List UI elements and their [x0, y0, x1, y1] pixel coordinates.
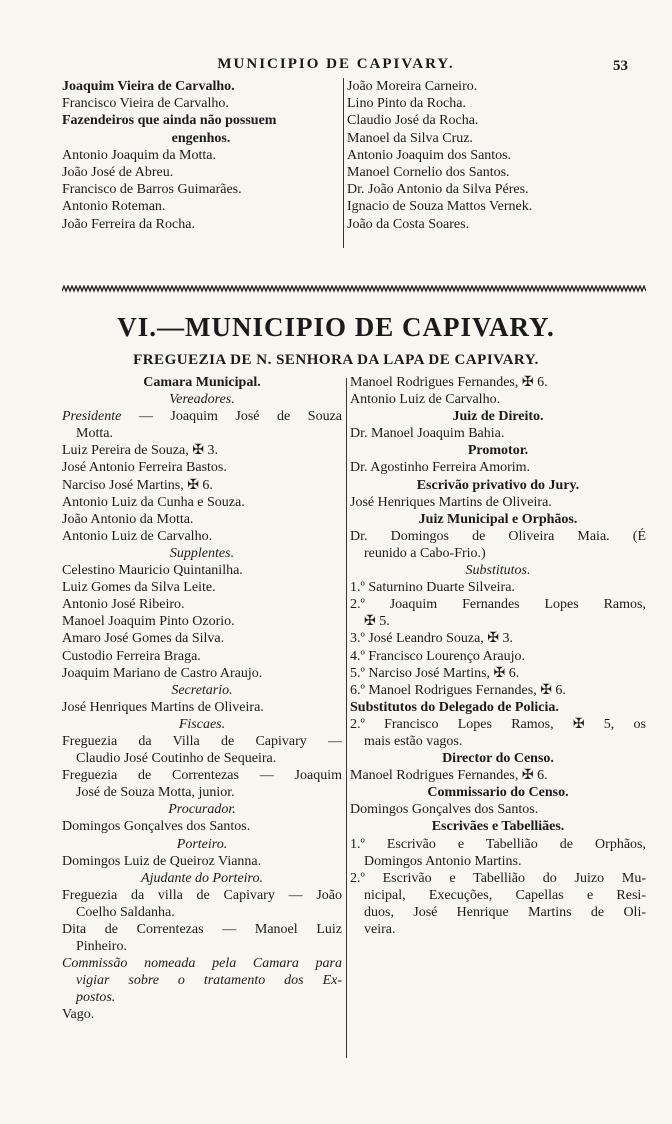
left-line: Freguezia da villa de Capivary — João: [62, 887, 342, 903]
right-line: Director do Censo.: [442, 751, 554, 767]
top-columns: [62, 78, 646, 250]
right-line: 6.º Manoel Rodrigues Fernandes, ✠ 6.: [350, 682, 566, 698]
left-line: José de Souza Motta, junior.: [76, 785, 235, 801]
right-line: 3.º José Leandro Souza, ✠ 3.: [350, 631, 514, 647]
right-line: veira.: [364, 922, 396, 937]
right-line: nicipal, Execuções, Capellas e Resi-: [364, 887, 646, 903]
top-right-line: João Moreira Carneiro.: [347, 79, 478, 94]
left-line: Claudio José Coutinho de Sequeira.: [76, 751, 277, 767]
left-line: Luiz Gomes da Silva Leite.: [62, 580, 216, 596]
left-line: Joaquim Mariano de Castro Araujo.: [62, 665, 263, 681]
column-rule: [346, 378, 347, 1058]
right-line: duos, José Henrique Martins de Oli-: [364, 904, 646, 920]
right-line: reunido a Cabo-Frio.): [364, 545, 486, 561]
top-left-line: engenhos.: [171, 130, 231, 146]
left-line: José Antonio Ferreira Bastos.: [62, 460, 227, 476]
right-line: 2.º Escrivão e Tabellião do Juizo Mu-: [350, 870, 646, 886]
right-line: 5.º Narciso José Martins, ✠ 6.: [350, 665, 520, 681]
left-line: Luiz Pereira de Souza, ✠ 3.: [62, 443, 218, 459]
right-line: José Henriques Martins de Oliveira.: [350, 494, 552, 510]
left-line: vigiar sobre o tratamento dos Ex-: [76, 973, 342, 989]
top-right-line: Dr. João Antonio da Silva Péres.: [347, 182, 529, 198]
page-number: 53: [613, 58, 628, 74]
right-line: Substitutos.: [465, 563, 531, 579]
right-line: Commissario do Censo.: [427, 785, 569, 801]
left-line: Camara Municipal.: [143, 375, 261, 390]
right-line: Juiz Municipal e Orphãos.: [418, 511, 578, 527]
left-line: Freguezia da Villa de Capivary —: [62, 733, 342, 749]
right-line: Substitutos do Delegado de Policia.: [350, 699, 559, 715]
right-line: 1.º Escrivão e Tabellião de Orphãos,: [350, 836, 646, 852]
left-line: Supplentes.: [169, 545, 235, 561]
right-line: 2.º Francisco Lopes Ramos, ✠ 5, os: [350, 716, 646, 732]
right-line: Dr. Domingos de Oliveira Maia. (É: [350, 528, 646, 544]
left-line: Freguezia de Correntezas — Joaquim: [62, 768, 342, 784]
top-left-line: Francisco de Barros Guimarães.: [62, 182, 242, 198]
ornamental-rule: [62, 285, 646, 293]
left-line: Coelho Saldanha.: [76, 904, 175, 920]
right-line: Dr. Agostinho Ferreira Amorim.: [350, 460, 531, 476]
left-line: João Antonio da Motta.: [62, 511, 194, 527]
left-line: Amaro José Gomes da Silva.: [62, 631, 225, 647]
right-line: Domingos Antonio Martins.: [364, 853, 522, 869]
left-line: Presidente — Joaquim José de Souza: [62, 409, 342, 425]
section-title: VI.—MUNICIPIO DE CAPIVARY.: [117, 312, 555, 342]
top-right-line: João da Costa Soares.: [347, 216, 470, 232]
left-line: Vereadores.: [169, 392, 235, 408]
left-line: Antonio José Ribeiro.: [62, 597, 185, 613]
left-line: Manoel Joaquim Pinto Ozorio.: [62, 614, 235, 630]
left-line: Domingos Gonçalves dos Santos.: [62, 819, 251, 835]
left-line: Domingos Luiz de Queiroz Vianna.: [62, 853, 262, 869]
left-line: Ajudante do Porteiro.: [141, 870, 263, 886]
left-line: Custodio Ferreira Braga.: [62, 648, 201, 664]
right-column: [350, 374, 646, 938]
top-left-line: Antonio Roteman.: [62, 199, 166, 215]
left-line: Secretario.: [171, 682, 233, 698]
left-line: Porteiro.: [176, 836, 228, 852]
top-right-column: [347, 78, 646, 233]
running-head: MUNICIPIO DE CAPIVARY.: [217, 56, 455, 72]
right-line: Promotor.: [467, 443, 529, 459]
left-line: Motta.: [76, 426, 113, 442]
top-left-line: João José de Abreu.: [62, 165, 174, 181]
column-rule: [343, 78, 344, 248]
top-right-line: Claudio José da Rocha.: [347, 113, 479, 129]
left-line: Vago.: [62, 1007, 95, 1023]
right-line: Manoel Rodrigues Fernandes, ✠ 6.: [350, 375, 548, 390]
top-right-line: Manoel Cornelio dos Santos.: [347, 165, 510, 181]
right-line: Escrivão privativo do Jury.: [416, 477, 580, 493]
right-line: 2.º Joaquim Fernandes Lopes Ramos,: [350, 597, 646, 613]
left-line: Antonio Luiz da Cunha e Souza.: [62, 494, 245, 510]
right-line: Manoel Rodrigues Fernandes, ✠ 6.: [350, 768, 548, 784]
right-line: 1.º Saturnino Duarte Silveira.: [350, 580, 515, 596]
left-line: postos.: [76, 990, 116, 1006]
left-line: Dita de Correntezas — Manoel Luiz: [62, 922, 342, 937]
right-line: 4.º Francisco Lourenço Araujo.: [350, 648, 526, 664]
right-line: Antonio Luiz de Carvalho.: [350, 392, 501, 408]
top-right-line: Manoel da Silva Cruz.: [347, 130, 473, 146]
right-line: mais estão vagos.: [364, 733, 463, 749]
left-line: José Henriques Martins de Oliveira.: [62, 699, 264, 715]
right-line: Escrivães e Tabelliães.: [431, 819, 565, 835]
top-left-line: João Ferreira da Rocha.: [62, 216, 195, 232]
right-line: ✠ 5.: [364, 614, 390, 630]
top-left-column: [62, 78, 340, 233]
left-line: Celestino Mauricio Quintanilha.: [62, 563, 243, 579]
top-left-line: Joaquim Vieira de Carvalho.: [62, 79, 235, 94]
left-line: Pinheiro.: [76, 939, 127, 955]
right-line: Dr. Manoel Joaquim Bahia.: [350, 426, 505, 442]
section-subtitle: FREGUEZIA DE N. SENHORA DA LAPA DE CAPIVARY.: [133, 352, 539, 368]
top-right-line: Lino Pinto da Rocha.: [347, 96, 466, 112]
right-line: Juiz de Direito.: [452, 409, 544, 425]
left-line: Commissão nomeada pela Camara para: [62, 956, 342, 972]
top-right-line: Ignacio de Souza Mattos Vernek.: [347, 199, 533, 215]
left-line: Antonio Luiz de Carvalho.: [62, 528, 213, 544]
top-left-line: Francisco Vieira de Carvalho.: [62, 96, 229, 112]
left-line: Narciso José Martins, ✠ 6.: [62, 477, 213, 493]
left-line: Fiscaes.: [178, 716, 226, 732]
left-line: Procurador.: [168, 802, 236, 818]
top-left-line: Antonio Joaquim da Motta.: [62, 147, 216, 163]
top-left-line: Fazendeiros que ainda não possuem: [62, 113, 277, 129]
right-line: Domingos Gonçalves dos Santos.: [350, 802, 539, 818]
left-column: [62, 374, 342, 1024]
top-right-line: Antonio Joaquim dos Santos.: [347, 147, 512, 163]
